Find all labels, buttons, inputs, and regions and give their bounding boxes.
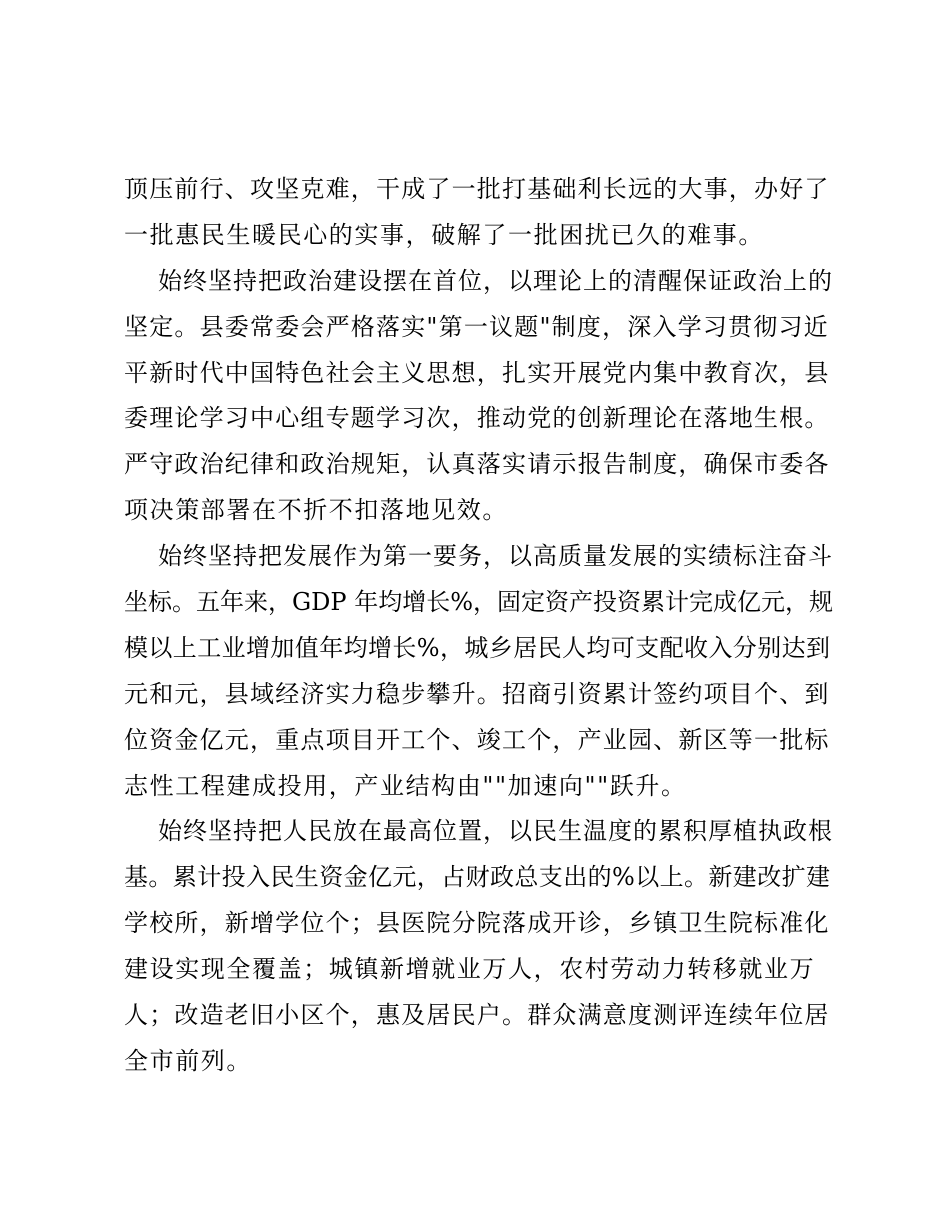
text-line: 志性工程建成投用，产业结构由""加速向""跃升。 xyxy=(124,771,687,800)
text-line: 基。累计投入民生资金亿元，占财政总支出的%以上。新建改扩建 xyxy=(124,863,831,892)
text-line: 建设实现全覆盖；城镇新增就业万人，农村劳动力转移就业万 xyxy=(124,955,816,984)
text-line: 项决策部署在不折不扣落地见效。 xyxy=(124,496,508,525)
paragraph-first-line: 始终坚持把政治建设摆在首位，以理论上的清醒保证政治上的 xyxy=(158,266,833,295)
paragraph-first-line: 始终坚持把人民放在最高位置，以民生温度的累积厚植执政根 xyxy=(158,817,833,846)
text-line: 顶压前行、攻坚克难，干成了一批打基础利长远的大事，办好了 xyxy=(124,175,830,203)
text-line: 学校所，新增学位个；县医院分院落成开诊，乡镇卫生院标准化 xyxy=(124,909,830,938)
document-body xyxy=(124,167,834,1085)
text-line: 坐标。五年来，GDP 年均增长%，固定资产投资累计完成亿元，规 xyxy=(124,588,833,617)
text-line: 坚定。县委常委会严格落实"第一议题"制度，深入学习贯彻习近 xyxy=(124,312,829,341)
text-line: 全市前列。 xyxy=(124,1046,252,1075)
text-line: 委理论学习中心组专题学习次，推动党的创新理论在落地生根。 xyxy=(124,404,830,433)
text-line: 元和元，县域经济实力稳步攀升。招商引资累计签约项目个、到 xyxy=(124,679,830,708)
text-line: 模以上工业增加值年均增长%，城乡居民人均可支配收入分别达到 xyxy=(124,633,831,662)
text-line: 位资金亿元，重点项目开工个、竣工个，产业园、新区等一批标 xyxy=(124,725,830,754)
text-line: 严守政治纪律和政治规矩，认真落实请示报告制度，确保市委各 xyxy=(124,450,830,479)
text-line: 一批惠民生暖民心的实事，破解了一批困扰已久的难事。 xyxy=(124,220,764,249)
paragraph-first-line: 始终坚持把发展作为第一要务，以高质量发展的实绩标注奋斗 xyxy=(158,542,833,571)
text-line: 人；改造老旧小区个，惠及居民户。群众满意度测评连续年位居 xyxy=(124,1001,830,1030)
text-line: 平新时代中国特色社会主义思想，扎实开展党内集中教育次，县 xyxy=(124,358,830,387)
